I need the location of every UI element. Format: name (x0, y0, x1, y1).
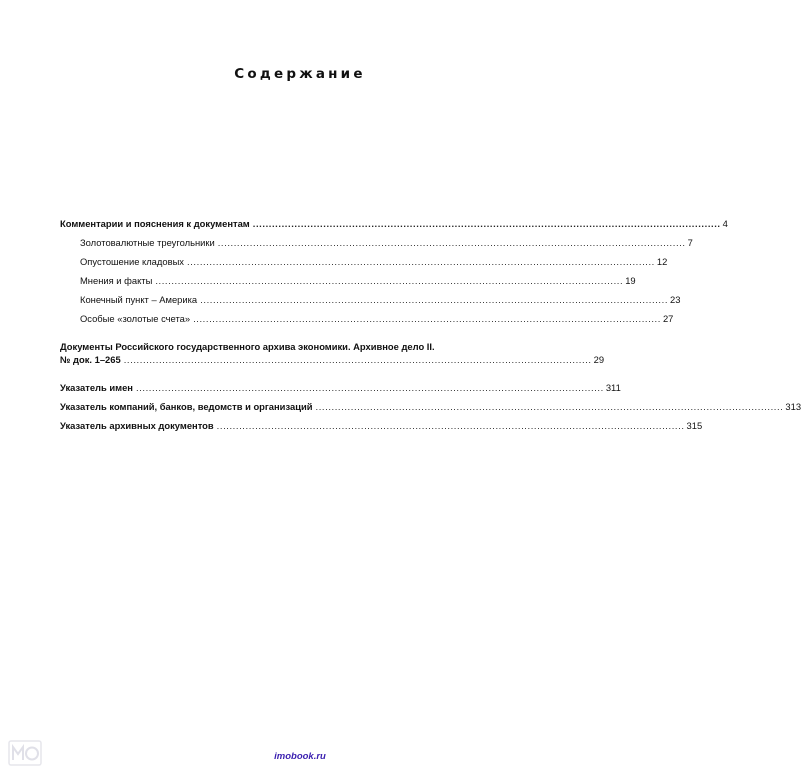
toc-page-number: 19 (625, 275, 636, 286)
dot-leader: .................................................................................................................................................. (200, 294, 669, 305)
dot-leader: .................................................................................................................................................. (155, 275, 624, 286)
toc-entry-golden-triangles[interactable] (60, 236, 693, 249)
toc-page-number: 7 (687, 237, 693, 248)
toc-entry-label: Комментарии и пояснения к документам (60, 218, 250, 229)
toc-page-number: 27 (662, 313, 674, 324)
toc-entry-label: Указатель имен (60, 382, 133, 393)
toc-page-number: 23 (670, 294, 681, 305)
toc-page-number: 12 (656, 256, 668, 267)
page-title: Содержание (234, 66, 366, 82)
toc-entry-label: Мнения и факты (80, 275, 153, 286)
toc-entry-label-line2: № док. 1–265 (60, 354, 121, 365)
dot-leader: .................................................................................................................................................. (217, 237, 686, 248)
footer-site-link[interactable]: imobook.ru (274, 751, 326, 762)
dot-leader: .................................................................................................................................................. (252, 218, 721, 229)
toc-entry-label: Конечный пункт – Америка (80, 294, 198, 305)
table-of-contents (60, 217, 801, 432)
toc-entry-gold-accounts[interactable] (60, 312, 674, 325)
toc-entry-opinions-facts[interactable] (60, 274, 636, 287)
toc-entry-label: Указатель архивных документов (60, 420, 214, 431)
toc-entry-archive-index[interactable] (60, 419, 703, 432)
dot-leader: .................................................................................................................................................. (187, 256, 655, 267)
dot-leader: .................................................................................................................................................. (193, 313, 661, 324)
toc-page-number: 315 (686, 420, 703, 431)
toc-entry-label: Указатель компаний, банков, ведомств и организаций (60, 401, 313, 412)
dot-leader: .................................................................................................................................................. (216, 420, 685, 431)
dot-leader: .................................................................................................................................................. (135, 382, 604, 393)
dot-leader: .................................................................................................................................................. (315, 401, 784, 412)
toc-page-number: 29 (593, 354, 605, 365)
toc-page-number: 4 (722, 218, 728, 229)
toc-entry-name-index[interactable] (60, 381, 621, 394)
toc-entry-label: Особые «золотые счета» (80, 313, 191, 324)
toc-entry-company-index[interactable] (60, 400, 801, 413)
toc-entry-final-destination[interactable] (60, 293, 681, 306)
dot-leader: .................................................................................................................................................. (123, 354, 592, 365)
toc-page-number: 313 (785, 401, 801, 412)
toc-entry-documents[interactable] (60, 353, 605, 366)
toc-entry-comments[interactable] (60, 217, 728, 230)
toc-entry-label: Золотовалютные треугольники (80, 237, 215, 248)
toc-entry-label: Опустошение кладовых (80, 256, 184, 267)
toc-entry-label-line1: Документы Российского государственного архива экономики. Архивное дело II. (60, 341, 435, 352)
toc-page-number: 311 (605, 382, 621, 393)
toc-entry-emptying-vaults[interactable] (60, 255, 668, 268)
